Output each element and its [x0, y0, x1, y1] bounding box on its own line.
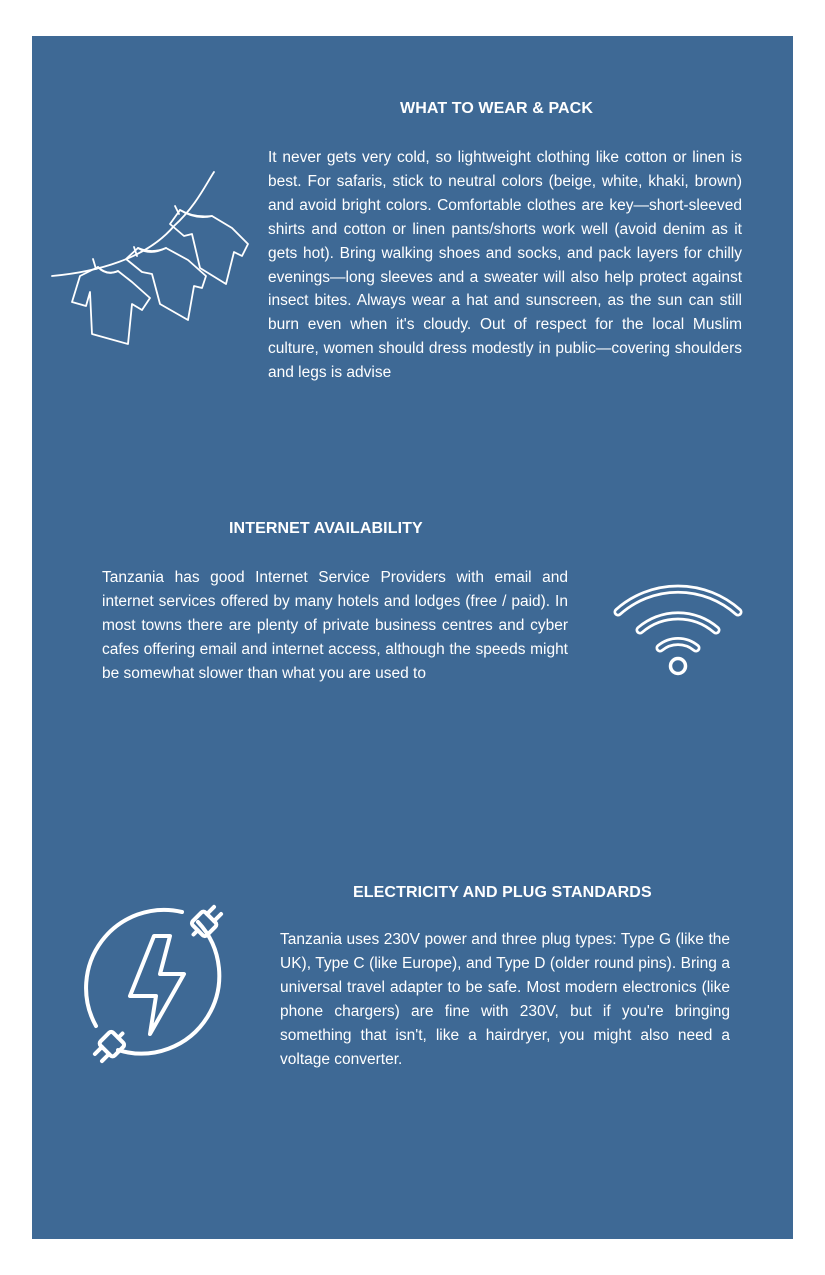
electricity-body: Tanzania uses 230V power and three plug types: Type G (like the UK), Type C (like Europe), and Type D (older round pins). Bring a universal travel adapter to be safe. Most modern electronics (like phone chargers) are fine with 230V, but if you're bringing something that isn't, like a hairdryer, you might also need a voltage converter. [280, 931, 730, 1068]
wear-pack-title: WHAT TO WEAR & PACK [400, 100, 593, 117]
internet-body: Tanzania has good Internet Service Providers with email and internet services offered by many hotels and lodges (free / paid). In most towns there are plenty of private business centres and cyber cafes offering email and internet access, although the speeds might be somewhat slower than what you are used to [102, 569, 568, 682]
plug-lightning-icon [74, 900, 242, 1068]
wear-pack-body: It never gets very cold, so lightweight clothing like cotton or linen is best. For safaris, stick to neutral colors (beige, white, khaki, brown) and avoid bright colors. Comfortable clothes are key—short-sleeved shirts and cotton or linen pants/shorts work well (avoid denim as it gets hot). Bring walking shoes and socks, and pack layers for chilly evenings—long sleeves and a sweater will also help protect against insect bites. Always wear a hat and sunscreen, as the sun can still burn even when it's cloudy. Out of respect for the local Muslim culture, women should dress modestly in public—covering shoulders and legs is advise [268, 149, 742, 382]
electricity-title: ELECTRICITY AND PLUG STANDARDS [353, 884, 652, 901]
wifi-icon [610, 576, 746, 678]
clothesline-shirts-icon [46, 164, 252, 354]
internet-title: INTERNET AVAILABILITY [229, 520, 423, 537]
info-panel [32, 36, 793, 1239]
